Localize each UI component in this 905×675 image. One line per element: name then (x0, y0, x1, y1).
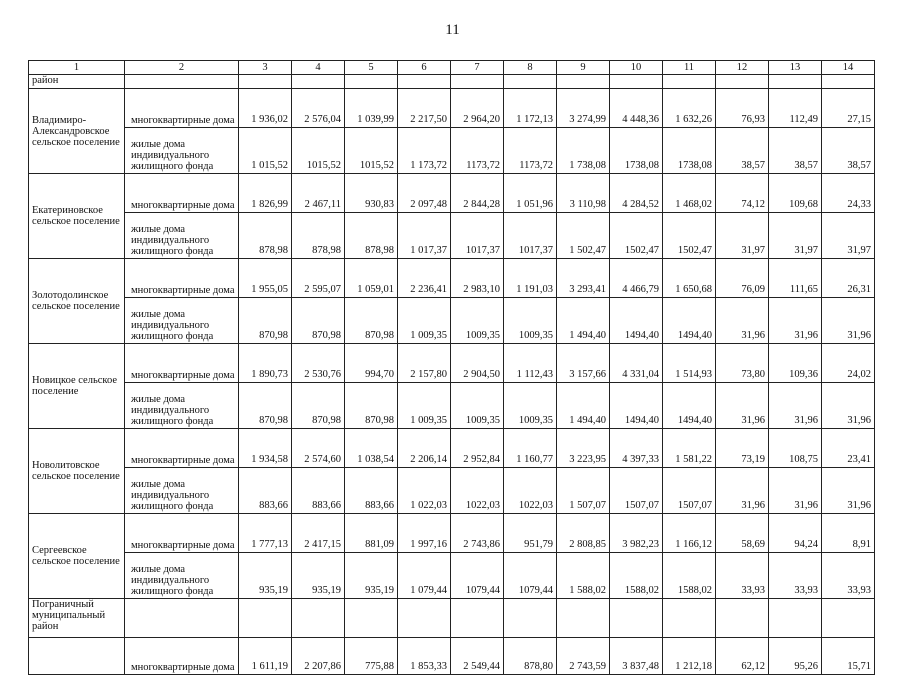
table-cell: 2 743,86 (451, 514, 504, 553)
table-cell: 1 009,35 (398, 383, 451, 429)
table-cell: 2 964,20 (451, 89, 504, 128)
table-cell: 2 207,86 (292, 638, 345, 675)
table-cell: 2 206,14 (398, 429, 451, 468)
table-cell (451, 599, 504, 638)
column-header: 13 (769, 61, 822, 75)
table-row (29, 259, 875, 298)
housing-type-label: жилые дома индивидуального жилищного фонда (125, 383, 239, 429)
table-cell: 1 468,02 (663, 174, 716, 213)
table-cell: 76,09 (716, 259, 769, 298)
table-row (29, 174, 875, 213)
table-row (29, 599, 875, 638)
table-cell: 1 166,12 (663, 514, 716, 553)
housing-type-label: многоквартирные дома (125, 638, 239, 675)
table-cell: 1009,35 (504, 383, 557, 429)
table-cell: 4 331,04 (610, 344, 663, 383)
table-cell: 1015,52 (292, 128, 345, 174)
table-cell: 1 826,99 (239, 174, 292, 213)
table-cell: 31,96 (822, 383, 875, 429)
table-cell (29, 638, 125, 675)
table-cell: 2 983,10 (451, 259, 504, 298)
table-cell: 4 397,33 (610, 429, 663, 468)
table-cell: 31,96 (769, 298, 822, 344)
table-cell: 1 022,03 (398, 468, 451, 514)
table-cell: 935,19 (239, 553, 292, 599)
table-cell: 878,98 (345, 213, 398, 259)
table-cell: 870,98 (345, 298, 398, 344)
page-number: 11 (445, 22, 460, 38)
table-cell: 2 844,28 (451, 174, 504, 213)
table-cell: 1 212,18 (663, 638, 716, 675)
table-cell: 4 284,52 (610, 174, 663, 213)
table-cell: 26,31 (822, 259, 875, 298)
table-cell: 1 191,03 (504, 259, 557, 298)
table-cell: 870,98 (292, 383, 345, 429)
table-cell: 2 743,59 (557, 638, 610, 675)
table-cell: 1 514,93 (663, 344, 716, 383)
settlement-name: Золотодолинское сельское поселение (29, 259, 125, 344)
table-cell: 2 236,41 (398, 259, 451, 298)
table-cell: 33,93 (716, 553, 769, 599)
table-cell: 76,93 (716, 89, 769, 128)
table-row (29, 89, 875, 128)
table-cell: 2 574,60 (292, 429, 345, 468)
table-cell: 1494,40 (663, 383, 716, 429)
table-cell (716, 599, 769, 638)
table-row (29, 383, 875, 429)
housing-type-label: многоквартирные дома (125, 89, 239, 128)
table-cell: 1022,03 (504, 468, 557, 514)
settlement-name: Владимиро-Александровское сельское поселение (29, 89, 125, 174)
table-cell: 1507,07 (610, 468, 663, 514)
table-cell: 1 502,47 (557, 213, 610, 259)
table-cell: 1 160,77 (504, 429, 557, 468)
table-cell: 1588,02 (663, 553, 716, 599)
table-cell (610, 599, 663, 638)
table-cell: 4 466,79 (610, 259, 663, 298)
column-header: 5 (345, 61, 398, 75)
table-cell: 870,98 (239, 383, 292, 429)
table-cell: 8,91 (822, 514, 875, 553)
housing-type-label: многоквартирные дома (125, 174, 239, 213)
column-header: 12 (716, 61, 769, 75)
table-cell: 1 853,33 (398, 638, 451, 675)
table-cell: 31,96 (769, 468, 822, 514)
table-cell (345, 599, 398, 638)
table-cell: 2 595,07 (292, 259, 345, 298)
table-cell: 1502,47 (610, 213, 663, 259)
table-cell: 775,88 (345, 638, 398, 675)
table-cell: 31,96 (716, 383, 769, 429)
table-cell: 1738,08 (610, 128, 663, 174)
table-cell: 1173,72 (504, 128, 557, 174)
housing-type-label: жилые дома индивидуального жилищного фонда (125, 468, 239, 514)
table-cell: 38,57 (716, 128, 769, 174)
table-cell: 95,26 (769, 638, 822, 675)
table-cell: 1738,08 (663, 128, 716, 174)
housing-type-label: многоквартирные дома (125, 344, 239, 383)
column-header: 2 (125, 61, 239, 75)
table-cell: 1 015,52 (239, 128, 292, 174)
table-cell: 951,79 (504, 514, 557, 553)
table-cell: 1 936,02 (239, 89, 292, 128)
table-row (29, 344, 875, 383)
table-cell: 3 110,98 (557, 174, 610, 213)
column-header: 4 (292, 61, 345, 75)
table-cell: 1 494,40 (557, 383, 610, 429)
table-cell: 38,57 (769, 128, 822, 174)
table-cell: 112,49 (769, 89, 822, 128)
settlement-name: Екатериновское сельское поселение (29, 174, 125, 259)
settlement-name: Сергеевское сельское поселение (29, 514, 125, 599)
column-header: 6 (398, 61, 451, 75)
table-cell: 1 017,37 (398, 213, 451, 259)
table-cell: 73,80 (716, 344, 769, 383)
table-cell: 33,93 (769, 553, 822, 599)
table-cell: 38,57 (822, 128, 875, 174)
table-cell (398, 599, 451, 638)
table-cell (239, 599, 292, 638)
table-cell: 94,24 (769, 514, 822, 553)
table-cell: 870,98 (292, 298, 345, 344)
table-cell: 1 507,07 (557, 468, 610, 514)
table-cell: 24,02 (822, 344, 875, 383)
table-cell: 1507,07 (663, 468, 716, 514)
table-cell: 1 009,35 (398, 298, 451, 344)
table-cell: 31,96 (769, 383, 822, 429)
table-cell: 1 611,19 (239, 638, 292, 675)
table-row (29, 128, 875, 174)
table-cell: 878,98 (292, 213, 345, 259)
table-cell (292, 599, 345, 638)
table-cell: 883,66 (239, 468, 292, 514)
table-cell (504, 599, 557, 638)
table-row (29, 75, 875, 89)
table-cell: 1 172,13 (504, 89, 557, 128)
table-cell: 3 837,48 (610, 638, 663, 675)
housing-type-label: жилые дома индивидуального жилищного фонда (125, 128, 239, 174)
table-cell: 1 632,26 (663, 89, 716, 128)
table-cell: 1 588,02 (557, 553, 610, 599)
housing-type-label: жилые дома индивидуального жилищного фонда (125, 213, 239, 259)
table-cell: 73,19 (716, 429, 769, 468)
table-cell: 3 223,95 (557, 429, 610, 468)
table-cell: 3 293,41 (557, 259, 610, 298)
table-cell: 27,15 (822, 89, 875, 128)
table-cell: 31,97 (716, 213, 769, 259)
column-number-row (29, 61, 875, 75)
table-cell (663, 599, 716, 638)
table-cell: 878,98 (239, 213, 292, 259)
table-cell: 33,93 (822, 553, 875, 599)
table-row (29, 298, 875, 344)
table-cell: 1022,03 (451, 468, 504, 514)
table-cell: 883,66 (345, 468, 398, 514)
table-cell: 2 530,76 (292, 344, 345, 383)
column-header: 7 (451, 61, 504, 75)
column-header: 9 (557, 61, 610, 75)
table-row (29, 429, 875, 468)
table-cell: 1502,47 (663, 213, 716, 259)
settlement-name: Новолитовское сельское поселение (29, 429, 125, 514)
table-cell: 1494,40 (663, 298, 716, 344)
table-cell: 1494,40 (610, 383, 663, 429)
table-cell (125, 599, 239, 638)
table-cell: 2 952,84 (451, 429, 504, 468)
table-cell: 994,70 (345, 344, 398, 383)
table-cell: 1009,35 (451, 298, 504, 344)
table-row (29, 638, 875, 675)
table-cell: 935,19 (292, 553, 345, 599)
table-cell: 108,75 (769, 429, 822, 468)
table-cell: 1 173,72 (398, 128, 451, 174)
table-cell: 3 982,23 (610, 514, 663, 553)
table-cell: 1 059,01 (345, 259, 398, 298)
column-header: 10 (610, 61, 663, 75)
table-cell: 935,19 (345, 553, 398, 599)
table-cell: 58,69 (716, 514, 769, 553)
table-cell: 930,83 (345, 174, 398, 213)
district-name: Пограничный муниципальный район (29, 599, 125, 638)
table-cell: 109,68 (769, 174, 822, 213)
table-cell: 1 650,68 (663, 259, 716, 298)
table-cell (769, 599, 822, 638)
table-cell: 1 777,13 (239, 514, 292, 553)
housing-type-label: многоквартирные дома (125, 514, 239, 553)
column-header: 14 (822, 61, 875, 75)
table-cell: 31,97 (769, 213, 822, 259)
table-row (29, 213, 875, 259)
housing-type-label: многоквартирные дома (125, 429, 239, 468)
column-header: 3 (239, 61, 292, 75)
table-cell: 2 097,48 (398, 174, 451, 213)
table-cell: 1 581,22 (663, 429, 716, 468)
table-cell: 2 467,11 (292, 174, 345, 213)
settlement-name: Новицкое сельское поселение (29, 344, 125, 429)
table-cell: 1009,35 (451, 383, 504, 429)
table-cell: 3 157,66 (557, 344, 610, 383)
table-cell: 62,12 (716, 638, 769, 675)
table-cell: 2 904,50 (451, 344, 504, 383)
table-cell: 870,98 (239, 298, 292, 344)
table-cell: 31,97 (822, 213, 875, 259)
table-cell: 1017,37 (451, 213, 504, 259)
table-cell: 2 549,44 (451, 638, 504, 675)
table-cell: 1 038,54 (345, 429, 398, 468)
table-cell: 1015,52 (345, 128, 398, 174)
table-cell: 111,65 (769, 259, 822, 298)
table-cell: 1 738,08 (557, 128, 610, 174)
table-cell: 881,09 (345, 514, 398, 553)
table-cell: 15,71 (822, 638, 875, 675)
table-cell (557, 599, 610, 638)
table-cell: 1079,44 (504, 553, 557, 599)
table-row (29, 553, 875, 599)
table-cell: 1173,72 (451, 128, 504, 174)
table-cell: 31,96 (822, 468, 875, 514)
district-label: район (29, 75, 125, 89)
column-header: 8 (504, 61, 557, 75)
table-cell: 2 576,04 (292, 89, 345, 128)
table-row (29, 514, 875, 553)
table-cell: 1009,35 (504, 298, 557, 344)
table-cell: 1 955,05 (239, 259, 292, 298)
table-row (29, 468, 875, 514)
table-cell: 1 494,40 (557, 298, 610, 344)
table-cell: 1079,44 (451, 553, 504, 599)
table-cell: 24,33 (822, 174, 875, 213)
housing-type-label: жилые дома индивидуального жилищного фонда (125, 298, 239, 344)
column-header: 1 (29, 61, 125, 75)
housing-type-label: многоквартирные дома (125, 259, 239, 298)
table-cell: 74,12 (716, 174, 769, 213)
table-cell: 1588,02 (610, 553, 663, 599)
table-cell: 1494,40 (610, 298, 663, 344)
table-cell: 31,96 (822, 298, 875, 344)
table-cell: 1017,37 (504, 213, 557, 259)
table-cell: 1 890,73 (239, 344, 292, 383)
table-cell: 31,96 (716, 298, 769, 344)
table-cell (822, 599, 875, 638)
table-cell: 2 417,15 (292, 514, 345, 553)
table-cell: 3 274,99 (557, 89, 610, 128)
table-cell: 2 217,50 (398, 89, 451, 128)
table-cell: 4 448,36 (610, 89, 663, 128)
tariff-table (28, 60, 875, 675)
table-cell: 31,96 (716, 468, 769, 514)
table-cell: 109,36 (769, 344, 822, 383)
table-cell: 1 079,44 (398, 553, 451, 599)
table-cell: 2 157,80 (398, 344, 451, 383)
table-cell: 870,98 (345, 383, 398, 429)
table-cell: 1 997,16 (398, 514, 451, 553)
table-cell: 1 039,99 (345, 89, 398, 128)
table-cell: 883,66 (292, 468, 345, 514)
table-cell: 878,80 (504, 638, 557, 675)
housing-type-label: жилые дома индивидуального жилищного фонда (125, 553, 239, 599)
table-cell: 1 934,58 (239, 429, 292, 468)
table-cell: 1 051,96 (504, 174, 557, 213)
column-header: 11 (663, 61, 716, 75)
table-cell: 1 112,43 (504, 344, 557, 383)
table-cell: 23,41 (822, 429, 875, 468)
table-cell: 2 808,85 (557, 514, 610, 553)
